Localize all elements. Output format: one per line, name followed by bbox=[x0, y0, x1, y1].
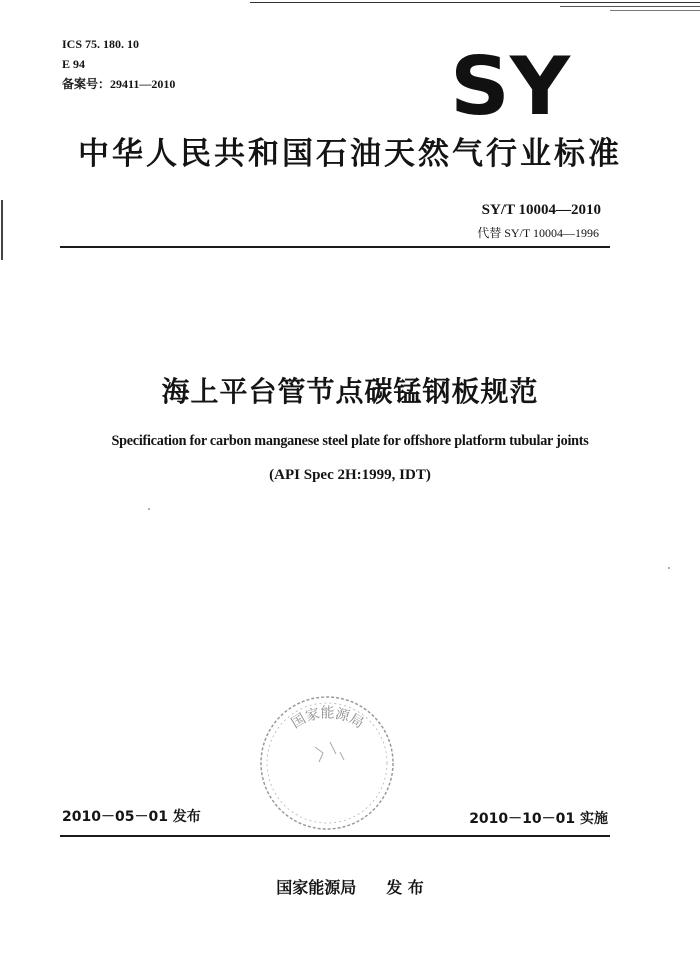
classification-block bbox=[62, 34, 175, 94]
publisher-action: 发 布 bbox=[386, 878, 424, 897]
scan-edge-line bbox=[560, 6, 700, 7]
replaces-standard: 代替 SY/T 10004—1996 bbox=[477, 226, 599, 240]
official-seal-stamp bbox=[255, 692, 400, 834]
scan-edge-line bbox=[610, 10, 700, 11]
filing-number: 备案号：29411—2010 bbox=[62, 77, 176, 91]
document-title-english: Specification for carbon manganese steel plate for offshore platform tubular joints bbox=[111, 433, 589, 449]
scan-edge-line bbox=[250, 2, 700, 3]
implementation-date: 2010－10－01 实施 bbox=[469, 811, 608, 827]
seal-arc-text: 国家能源局 bbox=[288, 705, 367, 732]
organization-title: 中华人民共和国石油天然气行业标准 bbox=[78, 136, 622, 172]
publisher-line bbox=[0, 875, 700, 898]
footer-divider bbox=[60, 835, 610, 837]
scan-speck bbox=[668, 567, 670, 569]
ccs-code: E 94 bbox=[62, 57, 86, 71]
document-title-chinese: 海上平台管节点碳锰钢板规范 bbox=[161, 375, 539, 408]
scan-edge-mark bbox=[1, 200, 3, 260]
standard-number: SY/T 10004—2010 bbox=[481, 202, 601, 218]
ics-code: ICS 75. 180. 10 bbox=[62, 37, 140, 51]
scan-speck bbox=[148, 508, 150, 510]
header-divider bbox=[60, 246, 610, 248]
issue-date: 2010－05－01 发布 bbox=[62, 809, 201, 825]
publisher-name: 国家能源局 bbox=[276, 878, 357, 897]
adoption-reference: (API Spec 2H:1999, IDT) bbox=[269, 467, 431, 483]
sy-logo-text: SY bbox=[450, 50, 572, 120]
sy-logo bbox=[448, 50, 573, 120]
